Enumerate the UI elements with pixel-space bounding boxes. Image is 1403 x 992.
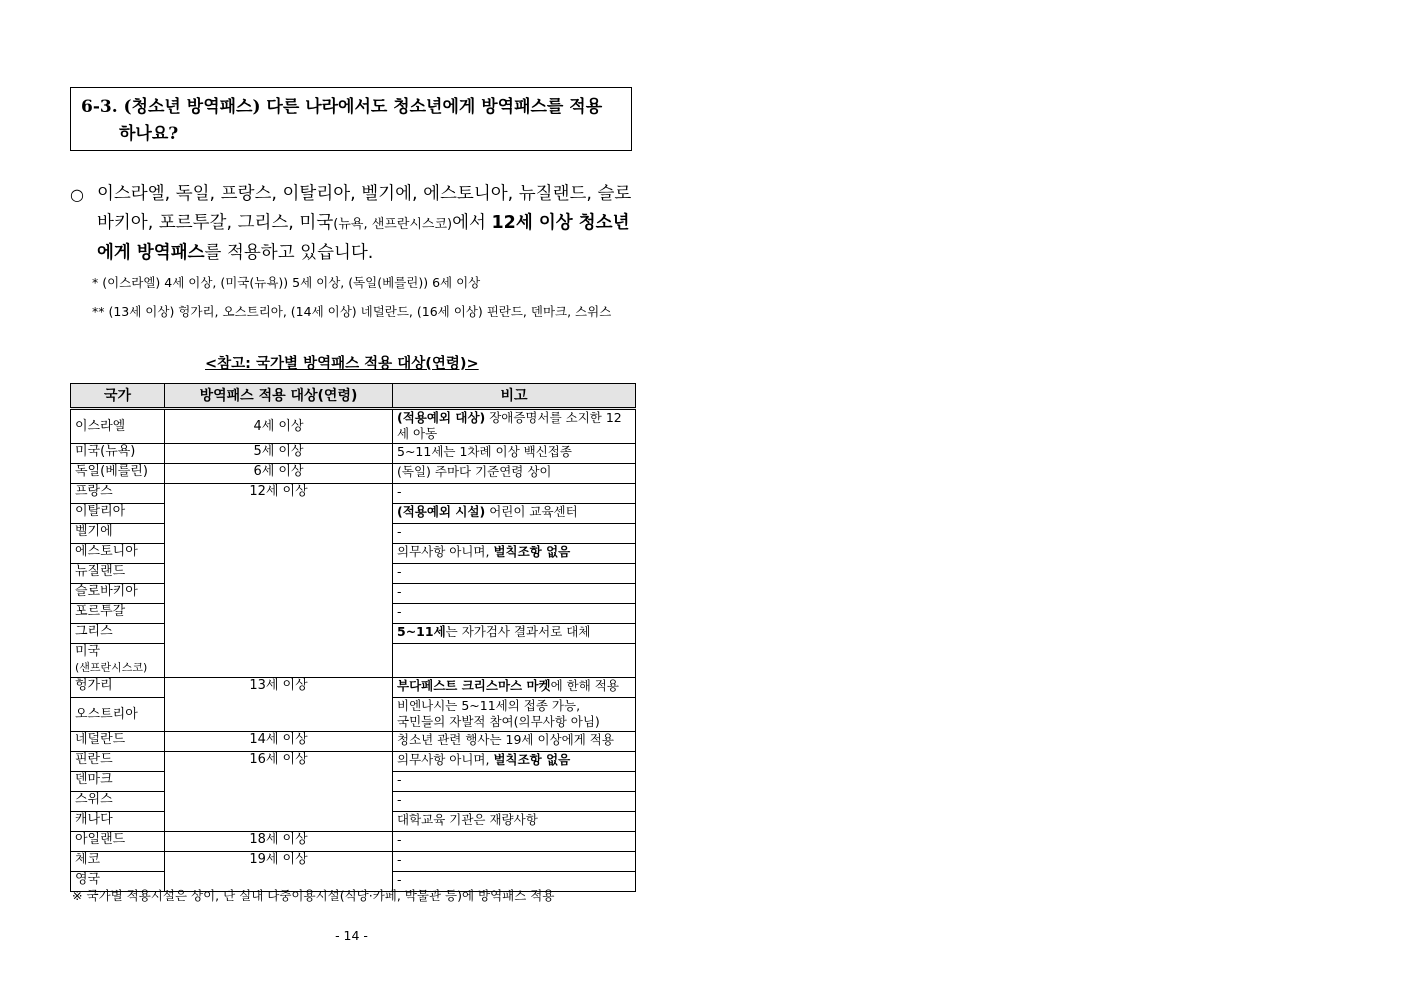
cell-note (393, 409, 636, 444)
cell-country: 슬로바키아 (71, 584, 165, 604)
cell-note: - (393, 584, 636, 604)
age-table (70, 383, 636, 892)
cell-note-line-1: 비엔나시는 5~11세의 접종 가능, (397, 698, 581, 713)
cell-note: - (393, 484, 636, 504)
cell-age: 13세 이상 (165, 678, 393, 732)
cell-country: 독일(베를린) (71, 464, 165, 484)
cell-country: 네덜란드 (71, 732, 165, 752)
cell-age: 5세 이상 (165, 444, 393, 464)
cell-note-bold: 벌칙조항 없음 (493, 752, 571, 767)
cell-country: 이스라엘 (71, 409, 165, 444)
cell-note (393, 504, 636, 524)
bullet-text-emphasis: 12세 이상 청소년에게 방역패스 (97, 213, 630, 263)
cell-note: 대학교육 기관은 재량사항 (393, 812, 636, 832)
table-row (71, 732, 636, 752)
note-1: * (이스라엘) 4세 이상, (미국(뉴욕)) 5세 이상, (독일(베를린)) 6세 이상 (92, 275, 481, 290)
cell-country: 프랑스 (71, 484, 165, 504)
bullet-text-cities: (뉴욕, 샌프란시스코) (333, 217, 453, 232)
cell-note-bold: (적용예외 대상) (397, 410, 486, 425)
cell-country-text: 미국 (75, 644, 101, 659)
cell-country: 영국 (71, 872, 165, 892)
bullet-text-connector: 에서 (452, 213, 492, 233)
cell-age: 18세 이상 (165, 832, 393, 852)
cell-note-bold: 벌칙조항 없음 (493, 544, 571, 559)
cell-country: 스위스 (71, 792, 165, 812)
table-row (71, 484, 636, 504)
cell-note: - (393, 872, 636, 892)
cell-note-text: 의무사항 아니며, (397, 752, 494, 767)
cell-age: 16세 이상 (165, 752, 393, 832)
cell-note (393, 698, 636, 732)
cell-note-text: 는 자가검사 결과서로 대체 (445, 624, 591, 639)
cell-note: - (393, 604, 636, 624)
table-header-row (71, 384, 636, 409)
cell-note (393, 644, 636, 678)
cell-country: 포르투갈 (71, 604, 165, 624)
cell-note: - (393, 524, 636, 544)
cell-note: - (393, 772, 636, 792)
cell-country: 핀란드 (71, 752, 165, 772)
cell-age: 4세 이상 (165, 409, 393, 444)
cell-country-small: (샌프란시스코) (75, 661, 148, 674)
cell-note-bold: 부다페스트 크리스마스 마켓 (397, 678, 551, 693)
header-note: 비고 (393, 384, 636, 409)
cell-age: 6세 이상 (165, 464, 393, 484)
cell-country (71, 644, 165, 678)
table-row (71, 752, 636, 772)
cell-note-text: 에 한해 적용 (550, 678, 619, 693)
cell-note: 5~11세는 1차례 이상 백신접종 (393, 444, 636, 464)
cell-note-text: 장애증명서를 소지한 12세 아동 (397, 410, 622, 441)
cell-note: - (393, 832, 636, 852)
cell-country: 아일랜드 (71, 832, 165, 852)
cell-age: 14세 이상 (165, 732, 393, 752)
bullet-paragraph (70, 180, 636, 268)
cell-country: 그리스 (71, 624, 165, 644)
cell-country: 덴마크 (71, 772, 165, 792)
bullet-text (97, 180, 636, 268)
table-row (71, 444, 636, 464)
cell-country: 오스트리아 (71, 698, 165, 732)
cell-country: 벨기에 (71, 524, 165, 544)
header-age: 방역패스 적용 대상(연령) (165, 384, 393, 409)
reference-title: <참고: 국가별 방역패스 적용 대상(연령)> (205, 356, 479, 372)
bullet-text-countries: 이스라엘, 독일, 프랑스, 이탈리아, 벨기에, 에스토니아, 뉴질랜드, 슬로바키아, 포르투갈, 그리스, 미국 (97, 184, 632, 233)
cell-note: 청소년 관련 행사는 19세 이상에게 적용 (393, 732, 636, 752)
circle-bullet-icon: ○ (70, 185, 84, 204)
cell-note: (독일) 주마다 기준연령 상이 (393, 464, 636, 484)
table-row (71, 409, 636, 444)
header-country: 국가 (71, 384, 165, 409)
table-row (71, 464, 636, 484)
table-footnote: ※ 국가별 적용시설은 상이, 단 실내 다중이용시설(식당·카페, 박물관 등)에 방역패스 적용 (72, 888, 555, 903)
table-row (71, 678, 636, 698)
cell-country: 이탈리아 (71, 504, 165, 524)
cell-note: - (393, 852, 636, 872)
cell-age: 12세 이상 (165, 484, 393, 678)
cell-country: 미국(뉴욕) (71, 444, 165, 464)
cell-note (393, 544, 636, 564)
cell-age: 19세 이상 (165, 852, 393, 892)
cell-country: 에스토니아 (71, 544, 165, 564)
cell-country: 캐나다 (71, 812, 165, 832)
cell-note (393, 624, 636, 644)
cell-note (393, 752, 636, 772)
bullet-text-ending: 를 적용하고 있습니다. (204, 243, 374, 263)
cell-note: - (393, 792, 636, 812)
cell-note-text: 의무사항 아니며, (397, 544, 494, 559)
question-line-1: 6-3. (청소년 방역패스) 다른 나라에서도 청소년에게 방역패스를 적용 (81, 97, 603, 117)
cell-note (393, 678, 636, 698)
table-row (71, 852, 636, 872)
cell-note-text: 어린이 교육센터 (485, 504, 578, 519)
page-number: - 14 - (335, 928, 368, 943)
cell-country: 헝가리 (71, 678, 165, 698)
table-row (71, 832, 636, 852)
cell-note-bold: 5~11세 (397, 624, 446, 639)
cell-note-bold: (적용예외 시설) (397, 504, 486, 519)
cell-country: 체코 (71, 852, 165, 872)
cell-note-line-2: 국민들의 자발적 참여(의무사항 아님) (397, 714, 600, 729)
question-line-2: 하나요? (119, 124, 179, 144)
question-box (70, 87, 632, 151)
cell-country: 뉴질랜드 (71, 564, 165, 584)
cell-note: - (393, 564, 636, 584)
note-2: ** (13세 이상) 헝가리, 오스트리아, (14세 이상) 네덜란드, (16세 이상) 핀란드, 덴마크, 스위스 (92, 304, 612, 319)
